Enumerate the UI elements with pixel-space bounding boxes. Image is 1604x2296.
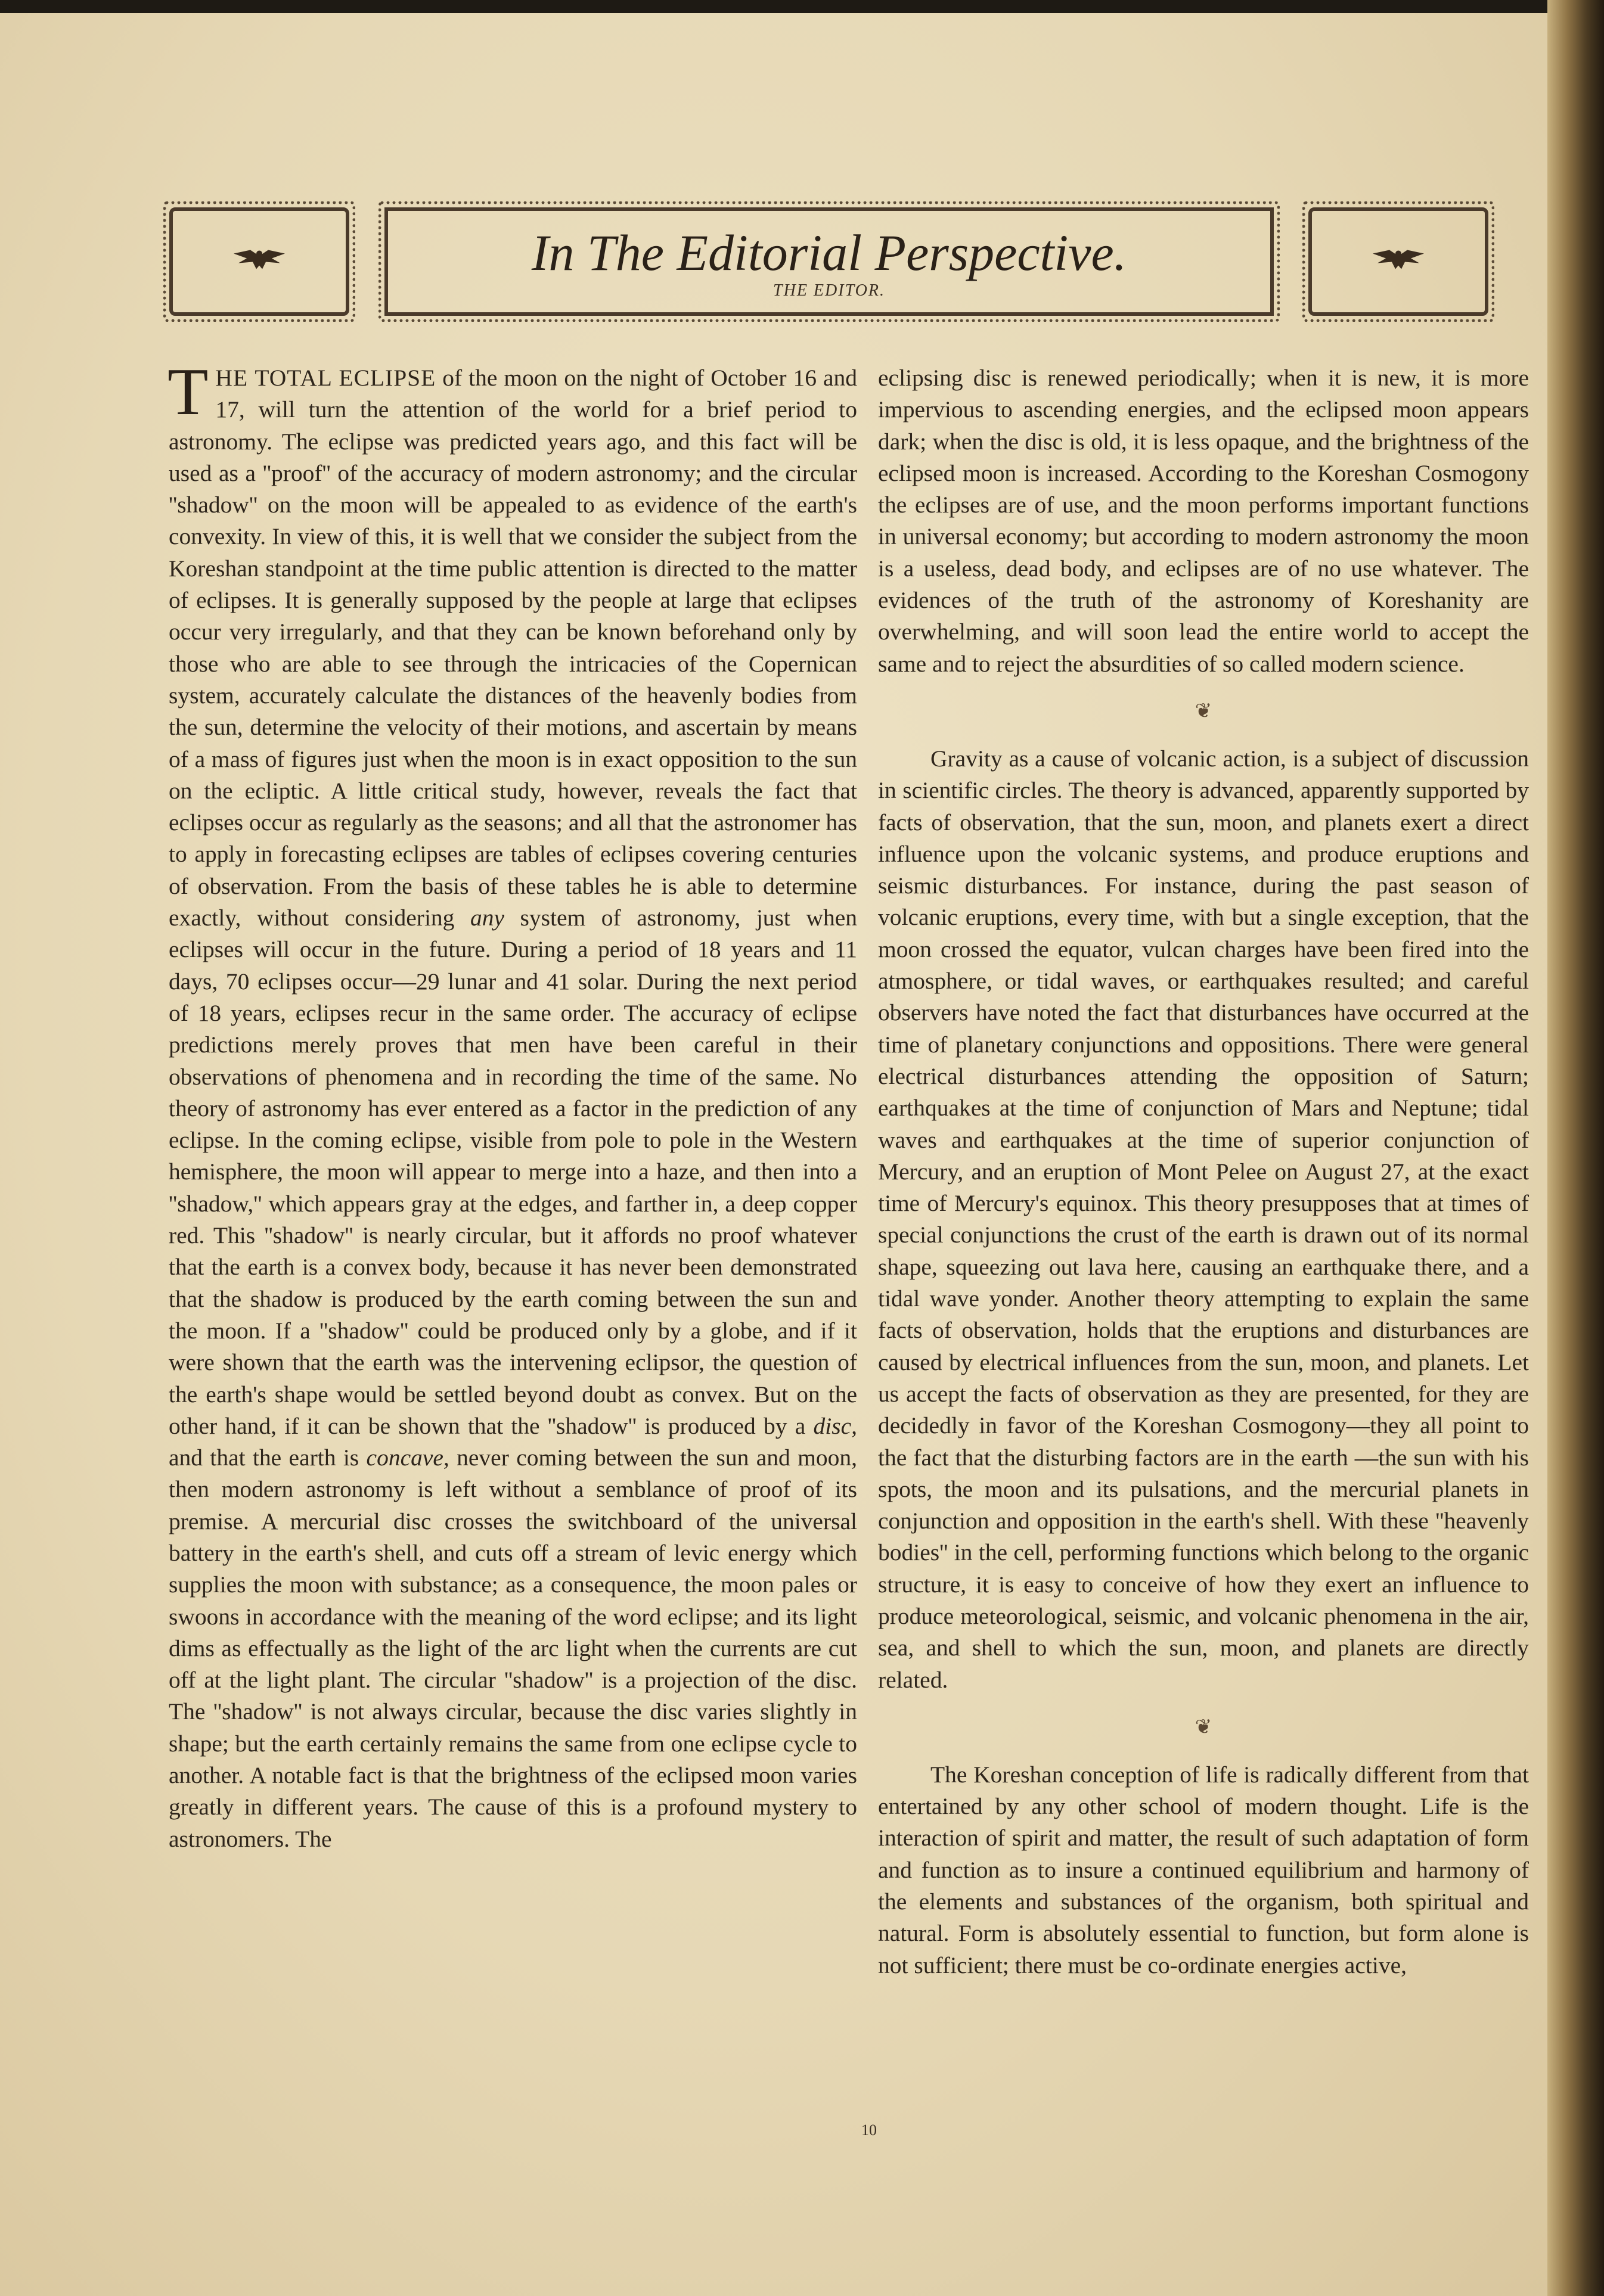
drop-cap: T [167,355,209,429]
article-paragraph [167,355,857,1855]
byline: THE EDITOR. [773,281,885,300]
page-top-edge [0,0,1604,13]
eagle-icon [232,246,286,278]
emphasis-text: concave, [366,1444,449,1471]
left-ornament-frame [169,207,349,316]
title-frame [384,207,1274,316]
right-column [878,362,1529,1981]
left-column [167,355,857,1855]
section-title: In The Editorial Perspective. [531,224,1127,281]
article-paragraph: Gravity as a cause of volcanic action, is a subject of discussion in scientific circles. The theory is advanced, apparently supported by facts of observation, that the sun, moon, and planets exert a direct influence upon the volcanic systems, and produce eruptions and seismic disturbances. For instance, during the past season of volcanic eruptions, every time, with but a single exception, that the moon crossed the equator, vulcan charges have been fired into the atmosphere, or tidal waves, or earthquakes resulted; and careful observers have noted the fact that disturbances have occurred at the time of planetary conjunctions and oppositions. There were general electrical disturbances attending the opposition of Saturn; earthquakes at the time of conjunction of Mars and Neptune; tidal waves and earthquakes at the time of superior conjunction of Mercury, and an eruption of Mont Pelee on August 27, at the exact time of Mercury's equinox. This theory presupposes that at times of special conjunctions the crust of the earth is drawn out of its normal shape, squeezing out lava here, causing an earthquake there, and a tidal wave yonder. Another theory attempting to explain the same facts of observation, holds that the eruptions and disturbances are caused by electrical influences from the sun, moon, and planets. Let us accept the facts of observation as they are presented, for they are decidedly in favor of the Koreshan Cosmogony—they all point to the fact that the disturbing factors are in the earth —the sun with his spots, the moon and its pulsations, and the mercurial planets in conjunction and opposition in the earth's shell. With these ''heavenly bodies'' in the cell, performing functions which belong to the organic structure, it is easy to conceive of how they exert an influence to produce meteorological, seismic, and volcanic phenomena in the air, sea, and shell to which the sun, moon, and planets are directly related. [878,745,1529,1693]
emphasis-text: disc, [813,1412,857,1439]
book-binding-shadow [1547,0,1604,2296]
paragraph-text: of the moon on the night of October 16 and 17, will turn the attention of the world for a brief period to astronomy. The eclipse was predicted years ago, and this fact will be used as a ''proof'' of the accuracy of modern astronomy; and the circular ''shadow'' on the moon will be appealed to as evidence of the earth's convexity. In view of this, it is well that we consider the subject from the Koreshan standpoint at the time public attention is directed to the matter of eclipses. It is generally supposed by the people at large that eclipses occur very irregularly, and that they can be known beforehand only by those who are able to see through the intricacies of the Copernican system, accurately calculate the distances of the heavenly bodies from the sun, determine the velocity of their motions, and ascertain by means of a mass of figures just when the moon is in exact opposition to the sun on the ecliptic. A little critical study, however, reveals the fact that eclipses occur as regularly as the seasons; and all that the astronomer has to apply in forecasting eclipses are tables of eclipses covering centuries of observation. From the basis of these tables he is able to determine exactly, without considering [169,365,857,931]
emphasis-text: any [470,905,504,931]
eagle-icon [1372,246,1425,278]
paragraph-text: and that the earth is [169,1444,367,1471]
leaf-ornament-icon: ❦ [1195,700,1212,722]
paragraph-text: system of astronomy, just when eclipses will occur in the future. During a period of 18 years and 11 days, 70 eclipses occur—29 lunar and 41 solar. During the next period of 18 years, eclipses recur in the same order. The accuracy of eclipse predictions merely proves that men have been careful in their observations of phenomena and in recording the time of the same. No theory of astronomy has ever entered as a factor in the prediction of any eclipse. In the coming eclipse, visible from pole to pole in the Western hemisphere, the moon will appear to merge into a haze, and then into a ''shadow,'' which appears gray at the edges, and farther in, a deep copper red. This ''shadow'' is nearly circular, but it affords no proof whatever that the earth is a convex body, because it has never been demonstrated that the shadow is produced by the earth coming between the sun and the moon. If a ''shadow'' could be produced only by a globe, and if it were shown that the earth was the intervening eclipsor, the question of the earth's shape would be settled beyond doubt as convex. But on the other hand, if it can be shown that the ''shadow'' is produced by a [169,905,857,1439]
leaf-ornament-icon: ❦ [1195,1716,1212,1738]
article-paragraph: The Koreshan conception of life is radically different from that entertained by any other school of modern thought. Life is the interaction of spirit and matter, the result of such adaptation of form and function as to insure a continued equilibrium and harmony of the elements and substances of the organism, both spiritual and natural. Form is absolutely essential to function, but form alone is not sufficient; there must be co-ordinate energies active, [878,1761,1529,1978]
lead-caps: HE TOTAL ECLIPSE [215,365,436,391]
article-paragraph: eclipsing disc is renewed periodically; when it is new, it is more impervious to ascending energies, and the eclipsed moon appears dark; when the disc is old, it is less opaque, and the brightness of the eclipsed moon is increased. According to the Koreshan Cosmogony the eclipses are of use, and the moon performs important functions in universal economy; but according to modern astronomy the moon is a useless, dead body, and eclipses are of no use whatever. The evidences of the truth of the astronomy of Koreshanity are overwhelming, and will soon lead the entire world to accept the same and to reject the absurdities of so called modern science. [878,365,1529,677]
right-ornament-frame [1308,207,1488,316]
paragraph-text: never coming between the sun and moon, then modern astronomy is left without a semblance of proof of its premise. A mercurial disc crosses the switchboard of the universal battery in the earth's shell, and cuts off a stream of levic energy which supplies the moon with substance; as a consequence, the moon pales or swoons in accordance with the meaning of the word eclipse; and its light dims as effectually as the light of the arc light when the currents are cut off at the light plant. The circular ''shadow'' is a projection of the disc. The ''shadow'' is not always circular, because the disc varies slightly in shape; but the earth certainly remains the same from one eclipse cycle to another. A notable fact is that the brightness of the eclipsed moon varies greatly in different years. The cause of this is a profound mystery to astronomers. The [169,1444,857,1852]
page-number: 10 [861,2121,877,2139]
section-header [161,189,1514,321]
